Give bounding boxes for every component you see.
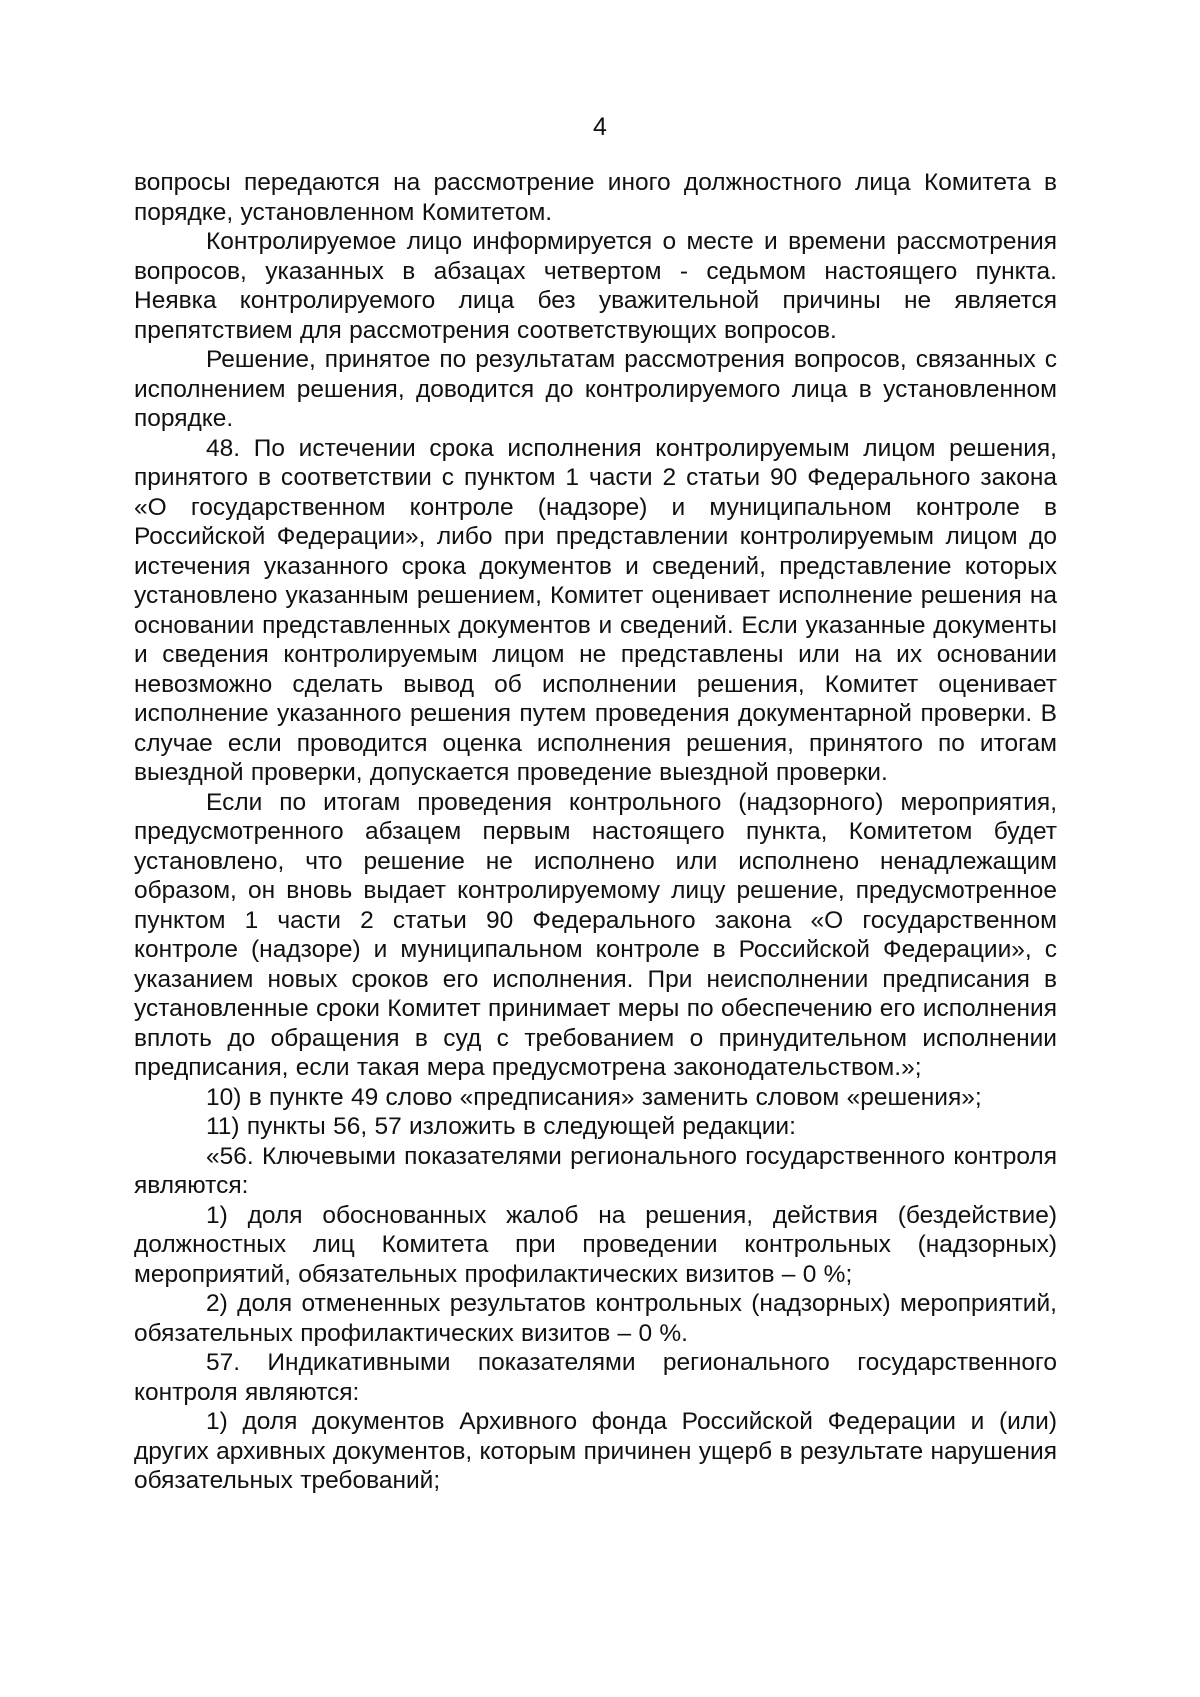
paragraph: Контролируемое лицо информируется о месте и времени рассмотрения вопросов, указанных в абзацах четвертом - седьмом настоящего пункта. Неявка контролируемого лица без уважительной причины не является препятствием для рассмотрения соответствующих вопросов.: [134, 228, 1057, 344]
page-number: 4: [593, 113, 607, 141]
paragraph: Если по итогам проведения контрольного (надзорного) мероприятия, предусмотренного абзацем первым настоящего пункта, Комитетом будет установлено, что решение не исполнено или исполнено ненадлежащим образом, он вновь выдает контролируемому лицу решение, предусмотренное пунктом 1 части 2 статьи 90 Федерального закона «О государственном контроле (надзоре) и муниципальном контроле в Российской Федерации», с указанием новых сроков его исполнения. При неисполнении предписания в установленные сроки Комитет принимает меры по обеспечению его исполнения вплоть до обращения в суд с требованием о принудительном исполнении предписания, если такая мера предусмотрена законодательством.»;: [134, 788, 1057, 1081]
indicator-item: 2) доля отмененных результатов контрольных (надзорных) мероприятий, обязательных профилактических визитов – 0 %.: [134, 1290, 1057, 1347]
document-body: [134, 168, 1057, 1496]
paragraph-item-57: 57. Индикативными показателями регионального государственного контроля являются:: [134, 1349, 1057, 1406]
amendment-item-10: 10) в пункте 49 слово «предписания» заменить словом «решения»;: [206, 1083, 982, 1111]
paragraph: Решение, принятое по результатам рассмотрения вопросов, связанных с исполнением решения, доводится до контролируемого лица в установленном порядке.: [134, 346, 1057, 432]
amendment-item-11: 11) пункты 56, 57 изложить в следующей редакции:: [206, 1113, 796, 1140]
paragraph: вопросы передаются на рассмотрение иного должностного лица Комитета в порядке, установленном Комитетом.: [134, 169, 1057, 226]
paragraph-item-48: 48. По истечении срока исполнения контролируемым лицом решения, принятого в соответствии с пунктом 1 части 2 статьи 90 Федерального закона «О государственном контроле (надзоре) и муниципальном контроле в Российской Федерации», либо при представлении контролируемым лицом до истечения указанного срока документов и сведений, представление которых установлено указанным решением, Комитет оценивает исполнение решения на основании представленных документов и сведений. Если указанные документы и сведения контролируемым лицом не представлены или на их основании невозможно сделать вывод об исполнении решения, Комитет оценивает исполнение указанного решения путем проведения документарной проверки. В случае если проводится оценка исполнения решения, принятого по итогам выездной проверки, допускается проведение выездной проверки.: [134, 434, 1057, 786]
paragraph-item-56: «56. Ключевыми показателями регионального государственного контроля являются:: [134, 1142, 1057, 1199]
indicator-item: 1) доля документов Архивного фонда Российской Федерации и (или) других архивных документов, которым причинен ущерб в результате нарушения обязательных требований;: [134, 1408, 1057, 1494]
indicator-item: 1) доля обоснованных жалоб на решения, действия (бездействие) должностных лиц Комитета при проведении контрольных (надзорных) мероприятий, обязательных профилактических визитов – 0 %;: [134, 1201, 1057, 1288]
